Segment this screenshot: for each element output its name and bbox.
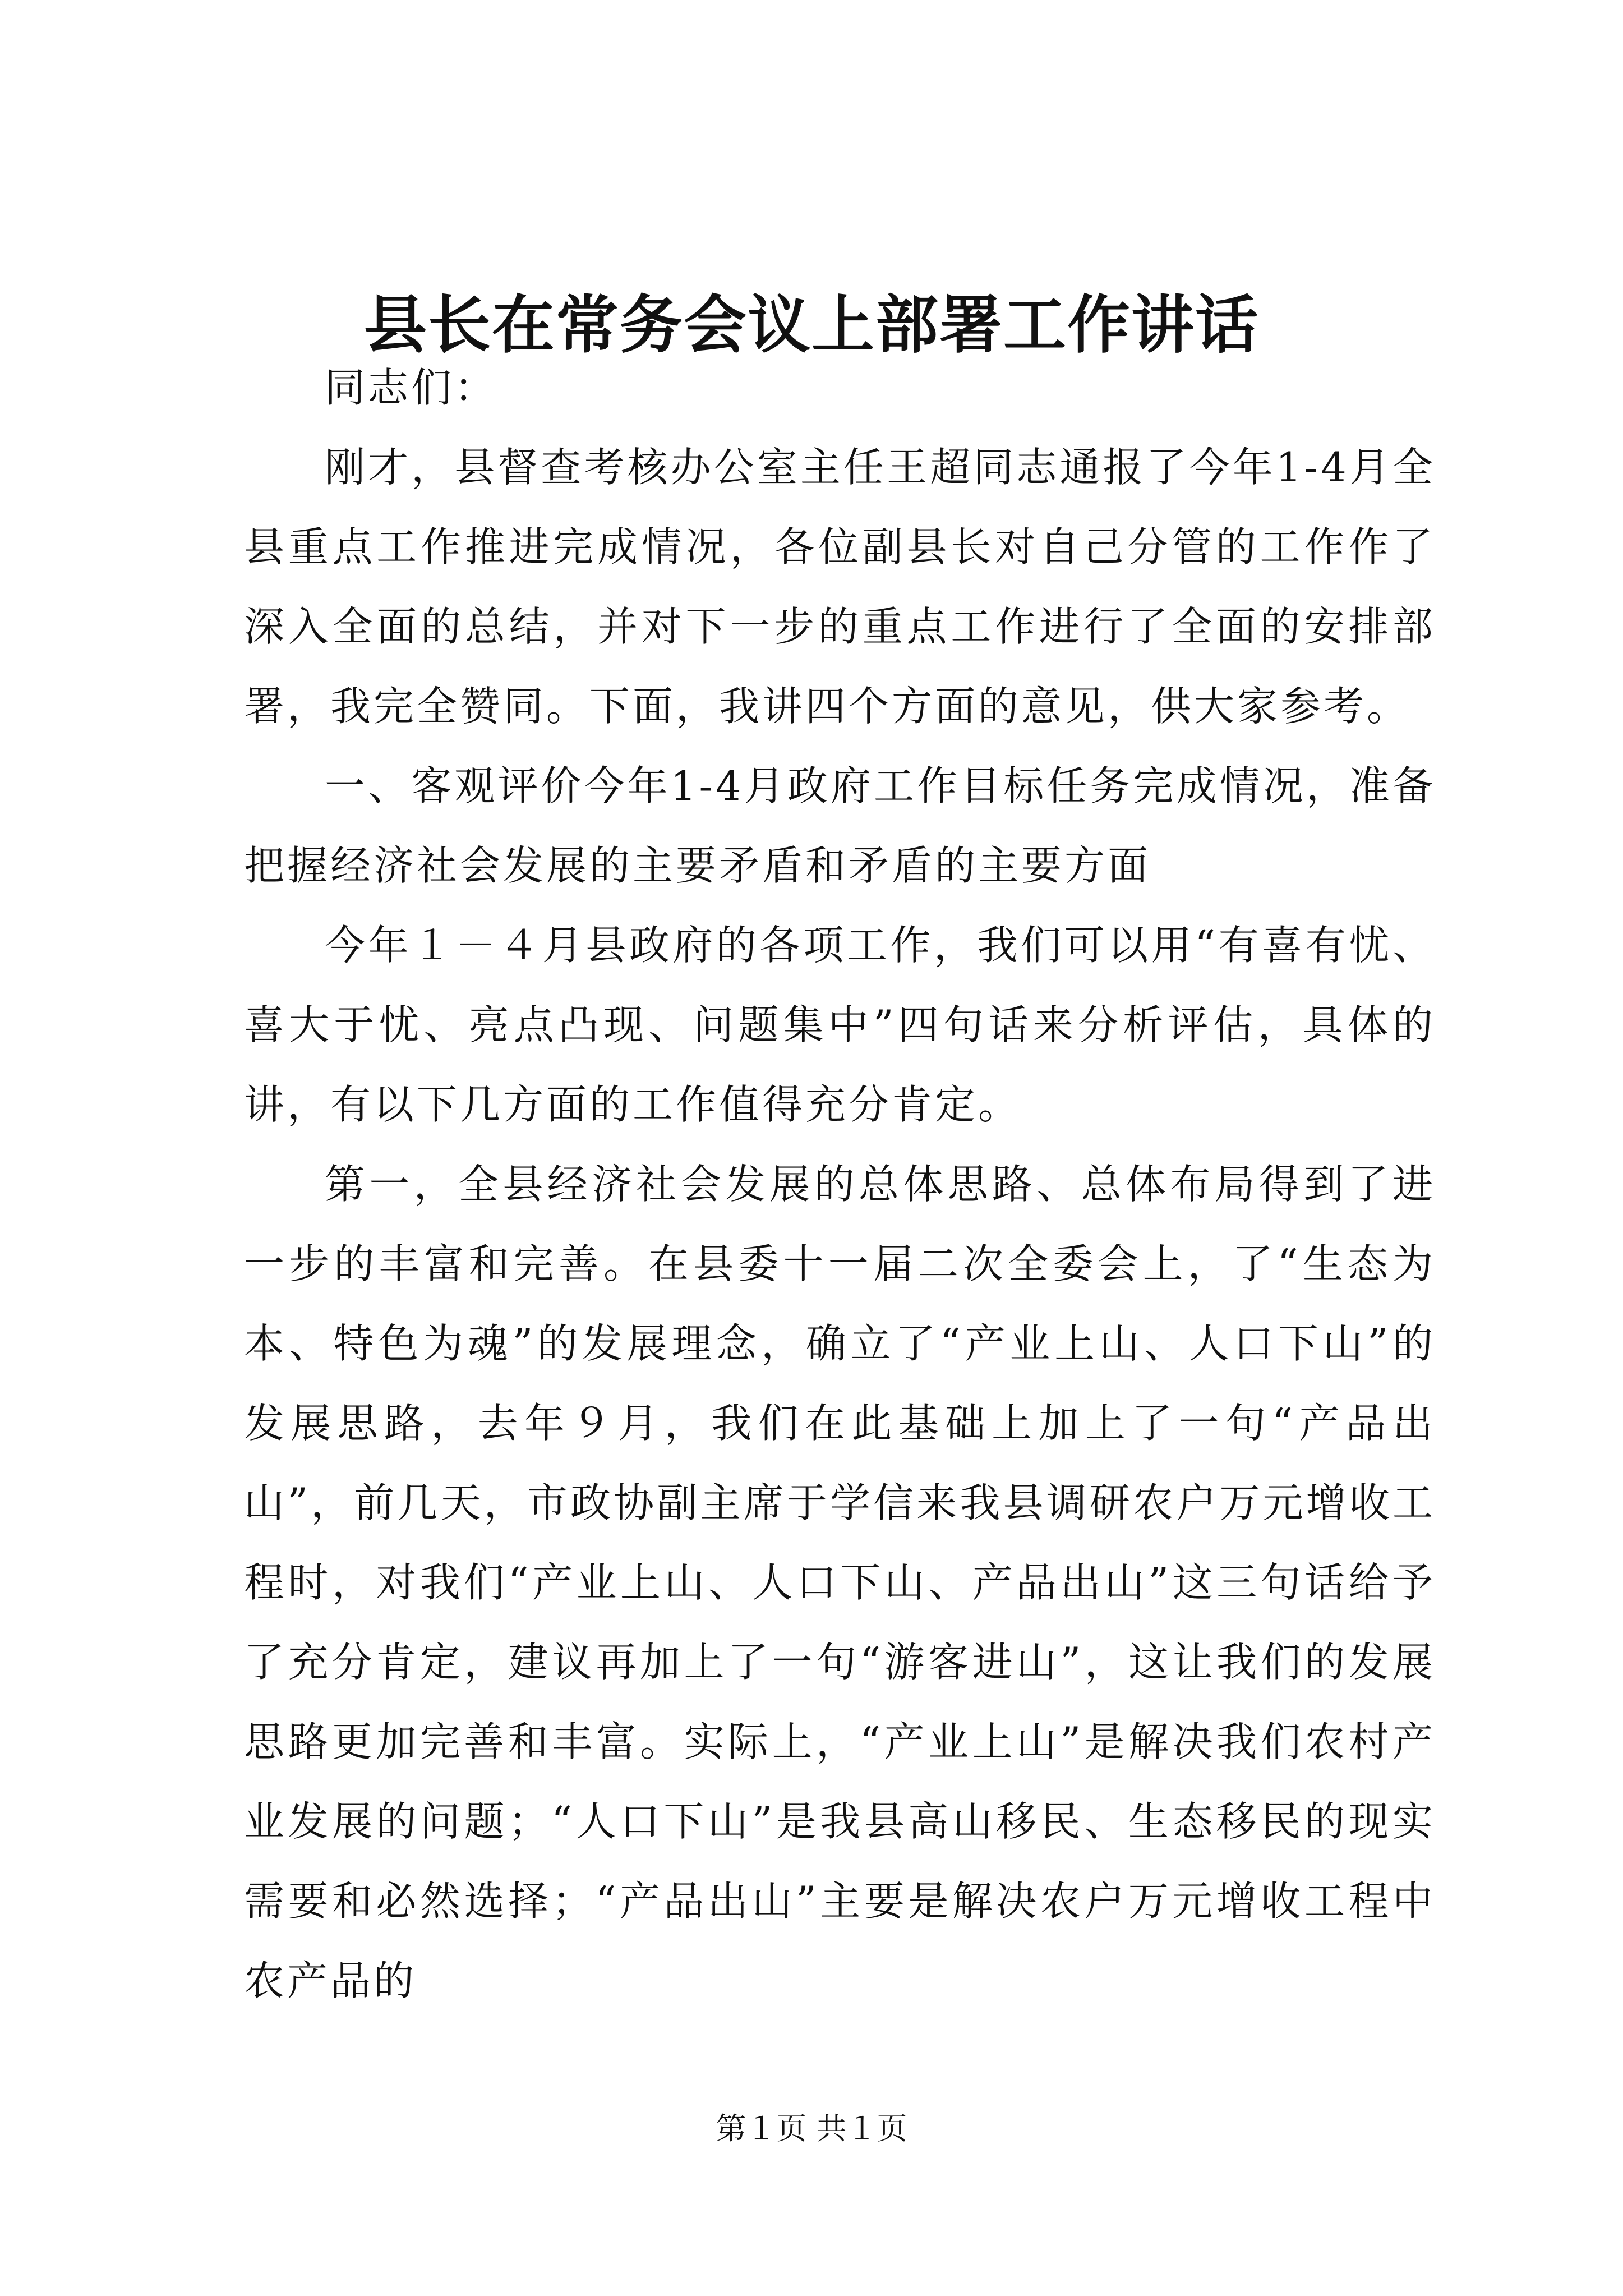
paragraph-intro: 刚才，县督查考核办公室主任王超同志通报了今年1-4月全县重点工作推进完成情况，各位副县长对自己分管的工作作了深入全面的总结，并对下一步的重点工作进行了全面的安排部署，我完全赞同。下面，我讲四个方面的意见，供大家参考。 (244, 444, 1436, 730)
salutation: 同志们： (325, 364, 498, 411)
document-body (244, 348, 1436, 2021)
page-footer: 第１页 共１页 (716, 2111, 907, 2146)
paragraph-first-point: 第一，全县经济社会发展的总体思路、总体布局得到了进一步的丰富和完善。在县委十一届二次全委会上，了“生态为本、特色为魂”的发展理念，确立了“产业上山、人口下山”的发展思路，去年９月，我们在此基础上加上了一句“产品出山”，前几天，市政协副主席于学信来我县调研农户万元增收工程时，对我们“产业上山、人口下山、产品出山”这三句话给予了充分肯定，建议再加上了一句“游客进山”，这让我们的发展思路更加完善和丰富。实际上，“产业上山”是解决我们农村产业发展的问题；“人口下山”是我县高山移民、生态移民的现实需要和必然选择；“产品出山”主要是解决农户万元增收工程中农产品的 (244, 1161, 1436, 2004)
document-title: 县长在常务会议上部署工作讲话 (364, 288, 1259, 362)
paragraph-evaluation: 今年１－４月县政府的各项工作，我们可以用“有喜有忧、喜大于忧、亮点凸现、问题集中”四句话来分析评估，具体的讲，有以下几方面的工作值得充分肯定。 (244, 922, 1436, 1128)
section-heading-1: 一、客观评价今年1-4月政府工作目标任务完成情况，准备把握经济社会发展的主要矛盾和矛盾的主要方面 (244, 762, 1436, 889)
